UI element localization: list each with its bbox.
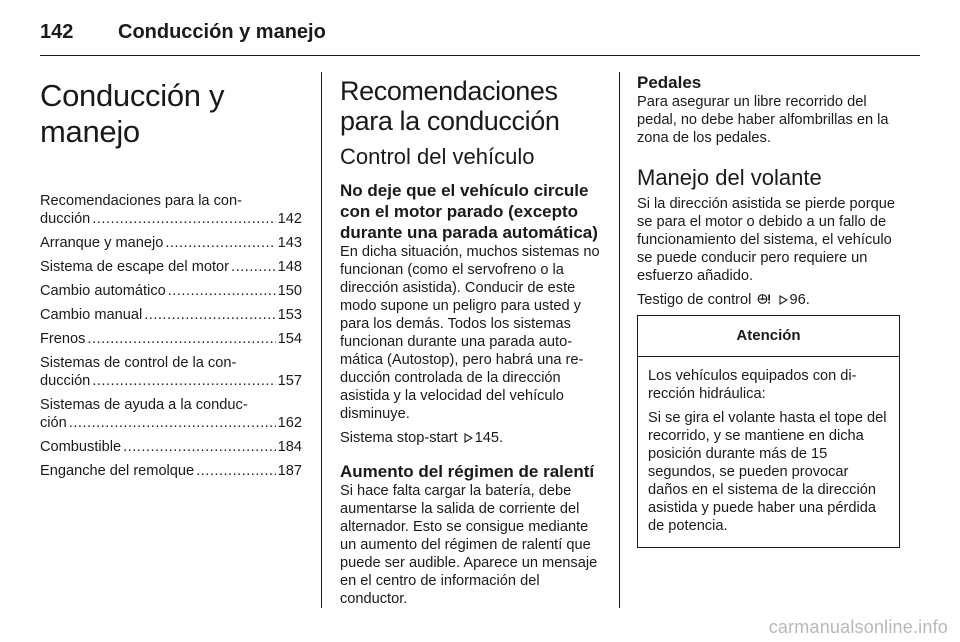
warning-light-page: 96. [789, 292, 810, 308]
toc-leader-dots [231, 258, 276, 276]
toc-entry-title: ducción [40, 211, 91, 227]
toc-entry-title: ducción [40, 373, 91, 389]
toc-entry[interactable] [40, 258, 302, 276]
triangle-right-icon [779, 295, 788, 305]
stop-start-page: 145. [474, 430, 504, 446]
toc-entry-page: 150 [277, 283, 302, 299]
heading-pedals: Pedales [637, 73, 702, 92]
toc-entry-page: 143 [277, 235, 302, 251]
toc-entry[interactable] [40, 306, 302, 324]
subsection-steering: Manejo del volante [637, 165, 822, 190]
toc-entry[interactable] [40, 354, 302, 390]
toc-leader-dots [144, 306, 275, 324]
toc-entry-title: Cambio automático [40, 283, 166, 299]
toc-entry-page: 184 [277, 439, 302, 455]
caution-paragraph-2: Si se gira el volante hasta el tope del recorrido, y se mantiene en dicha posición durante más de 15 segundos, se pueden provocar daños en el sistema de la dirección asistida y puede haber una pérdida de potencia. [648, 410, 887, 534]
toc-entry-page: 154 [277, 331, 302, 347]
warning-light-label: Testigo de control [637, 292, 752, 308]
toc-leader-dots [123, 438, 276, 456]
stop-start-label: Sistema stop-start [340, 430, 458, 446]
warning-light-reference[interactable] [637, 291, 900, 309]
toc-entry[interactable] [40, 192, 302, 228]
toc-entry-title: Enganche del remolque [40, 463, 195, 479]
table-of-contents [40, 192, 302, 480]
pedals-steering-column [637, 72, 900, 548]
page-number: 142 [40, 21, 74, 43]
toc-entry-page: 157 [277, 373, 302, 389]
toc-entry[interactable] [40, 282, 302, 300]
page-header [40, 14, 920, 54]
toc-entry-line: Recomendaciones para la con- [40, 193, 242, 209]
heading-idle-increase: Aumento del régimen de ralentí [340, 462, 595, 481]
paragraph-engine-off: En dicha situación, muchos sistemas no funcionan (como el servofreno o la dirección asistida). Conducir de este modo supone un peligro para usted y para los demás. Todos los sistemas funcionan durante una parada automática (Autostop), pero habrá una reducción controlada de la dirección asistida y la velocidad del vehículo disminuye. [340, 244, 600, 422]
toc-entry-page: 153 [277, 307, 302, 323]
toc-entry-page: 142 [277, 211, 302, 227]
section-title: Recomendaciones para la conducción [340, 76, 560, 136]
toc-entry[interactable] [40, 234, 302, 252]
toc-leader-dots [92, 372, 275, 390]
caution-title: Atención [638, 316, 899, 357]
toc-entry-page: 187 [277, 463, 302, 479]
toc-entry[interactable] [40, 396, 302, 432]
toc-leader-dots [87, 330, 275, 348]
heading-engine-off: No deje que el vehículo circule con el motor parado (excepto durante una parada automática) [340, 181, 598, 242]
chapter-column [40, 72, 302, 486]
watermark: carmanualsonline.info [768, 617, 948, 637]
toc-entry-title: Arranque y manejo [40, 235, 164, 251]
column-divider-left [321, 72, 322, 608]
header-rule [40, 55, 920, 56]
toc-leader-dots [168, 282, 276, 300]
toc-entry-page: 148 [277, 259, 302, 275]
toc-leader-dots [69, 414, 276, 432]
toc-leader-dots [92, 210, 275, 228]
toc-entry-title: Combustible [40, 439, 122, 455]
toc-entry-page: 162 [277, 415, 302, 431]
toc-entry[interactable] [40, 462, 302, 480]
column-divider-right [619, 72, 620, 608]
paragraph-pedals: Para asegurar un libre recorrido del pedal, no debe haber alfombrillas en la zona de los pedales. [637, 94, 889, 146]
paragraph-idle-increase: Si hace falta cargar la batería, debe aumentarse la salida de corriente del alternador. Esto se consigue mediante un aumento del régimen de ralentí que puede ser audible. Aparece un mensaje en el centro de información del conductor. [340, 483, 598, 607]
caution-paragraph-1: Los vehículos equipados con dirección hidráulica: [648, 368, 857, 402]
toc-leader-dots [196, 462, 275, 480]
subsection-title: Control del vehículo [340, 144, 535, 169]
toc-entry-title: Sistema de escape del motor [40, 259, 230, 275]
toc-entry-title: Frenos [40, 331, 86, 347]
chapter-title: Conducción y manejo [40, 78, 225, 149]
steering-warning-icon [757, 293, 772, 305]
toc-entry-line: Sistemas de ayuda a la conduc- [40, 397, 248, 413]
paragraph-steering: Si la dirección asistida se pierde porque se para el motor o debido a un fallo de funcionamiento del sistema, el vehículo se puede conducir pero requiere un esfuerzo añadido. [637, 196, 895, 284]
stop-start-reference[interactable] [340, 429, 602, 447]
triangle-right-icon [464, 433, 473, 443]
recommendations-column [340, 72, 602, 614]
toc-entry-title: Cambio manual [40, 307, 143, 323]
toc-leader-dots [165, 234, 275, 252]
toc-entry-line: Sistemas de control de la con- [40, 355, 237, 371]
toc-entry[interactable] [40, 438, 302, 456]
running-title: Conducción y manejo [118, 21, 326, 43]
toc-entry-title: ción [40, 415, 67, 431]
toc-entry[interactable] [40, 330, 302, 348]
caution-box [637, 315, 900, 548]
